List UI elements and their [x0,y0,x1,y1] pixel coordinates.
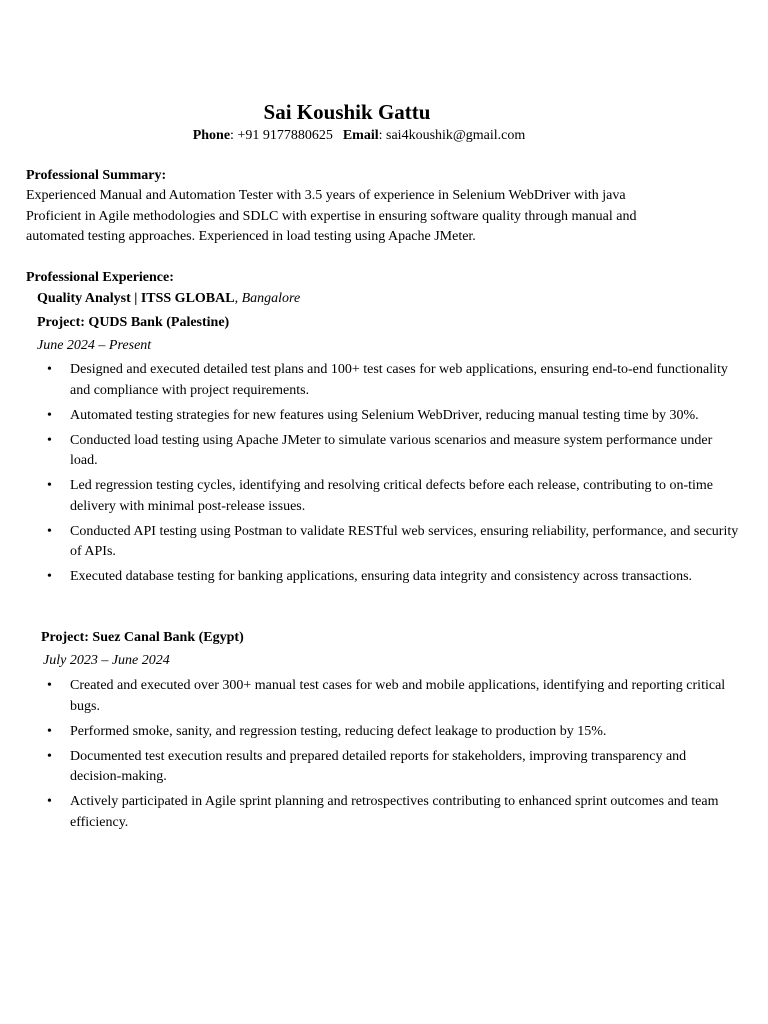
phone-value: : +91 9177880625 [230,128,333,143]
candidate-name: Sai Koushik Gattu [263,100,431,124]
bullet-icon: • [47,362,52,377]
bullet-text: Performed smoke, sanity, and regression testing, reducing defect leakage to production by 15%. [70,723,607,739]
list-item [0,360,768,401]
role-separator: , [234,291,242,306]
list-item [0,722,768,743]
list-item [0,431,768,472]
bullet-text: Led regression testing cycles, identifying and resolving critical defects before each release, contributing to on-time delivery with minimal post-release issues. [70,478,713,514]
role-line [37,289,300,309]
summary-heading: Professional Summary: [26,168,167,183]
bullet-text: Documented test execution results and prepared detailed reports for stakeholders, improving transparency and decision-making. [70,748,687,784]
bullet-icon: • [47,569,52,584]
list-item [0,567,768,588]
summary-text [26,186,726,248]
email-value: : sai4koushik@gmail.com [378,128,526,143]
contact-line [0,126,718,146]
list-item [0,676,768,717]
project-bullets [0,360,768,592]
bullet-text: Created and executed over 300+ manual test cases for web and mobile applications, identifying and reporting critical bugs. [70,678,726,714]
bullet-icon: • [47,723,52,739]
summary-line: automated testing approaches. Experienced in load testing using Apache JMeter. [26,229,476,244]
project-bullets [0,676,768,838]
bullet-icon: • [47,678,52,693]
bullet-icon: • [47,748,52,764]
list-item [0,522,768,563]
role-title: Quality Analyst | ITSS GLOBAL [37,291,235,306]
project-title: Project: QUDS Bank (Palestine) [37,315,230,330]
list-item [0,747,768,788]
project-dates: July 2023 – June 2024 [43,653,170,668]
bullet-icon: • [47,478,52,493]
list-item [0,406,768,427]
phone-label: Phone [192,128,231,143]
role-location: Bangalore [241,291,301,306]
bullet-icon: • [47,523,52,539]
bullet-text: Conducted load testing using Apache JMeter to simulate various scenarios and measure system performance under load. [70,432,713,468]
project-title: Project: Suez Canal Bank (Egypt) [41,630,244,645]
bullet-icon: • [47,432,52,448]
bullet-text: Actively participated in Agile sprint planning and retrospectives contributing to enhanced sprint outcomes and team efficiency. [70,794,719,830]
list-item [0,792,768,833]
list-item [0,476,768,517]
bullet-text: Designed and executed detailed test plans and 100+ test cases for web applications, ensuring end-to-end functionality and compliance with project requirements. [70,362,728,398]
bullet-icon: • [47,407,52,423]
bullet-text: Executed database testing for banking applications, ensuring data integrity and consistency across transactions. [70,569,693,584]
bullet-text: Conducted API testing using Postman to validate RESTful web services, ensuring reliability, performance, and security of APIs. [70,523,739,559]
email-label: Email [342,128,379,143]
summary-line: Proficient in Agile methodologies and SDLC with expertise in ensuring software quality through manual and [26,208,637,224]
summary-line: Experienced Manual and Automation Tester with 3.5 years of experience in Selenium WebDriver with java [26,188,626,203]
bullet-icon: • [47,794,52,809]
project-dates: June 2024 – Present [37,338,152,353]
experience-heading: Professional Experience: [26,270,174,285]
bullet-text: Automated testing strategies for new features using Selenium WebDriver, reducing manual testing time by 30%. [70,407,699,423]
